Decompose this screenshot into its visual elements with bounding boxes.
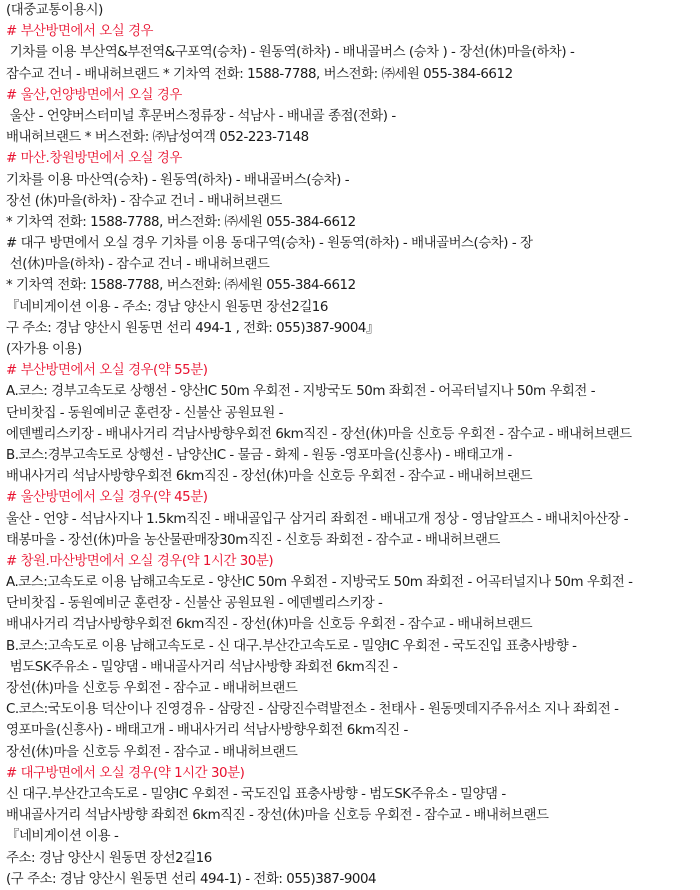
text-line: 장선(休)마을 신호등 우회전 - 잠수교 - 배내허브랜드 [6, 681, 298, 696]
text-line: 『네비게이션 이용 - 주소: 경남 양산시 원동면 장선2길16 [6, 299, 328, 315]
text-line: 잠수교 건너 - 배내허브랜드 * 기차역 전화: 1588-7788, 버스전화: ㈜세원 055-384-6612 [6, 66, 513, 82]
text-line: 장선(休)마을 신호등 우회전 - 잠수교 - 배내허브랜드 [6, 744, 298, 760]
text-line: 배내사거리 걱남사방향우회전 6km직진 - 장선(休)마을 신호등 우회전 - 잠수교 - 배내허브랜드 [6, 617, 533, 633]
section-heading: # 부산방면에서 오실 경우(약 55분) [6, 363, 208, 379]
text-line: 배내골사거리 석남사방향 좌회전 6km직진 - 장선(休)마을 신호등 우회전 - 잠수교 - 배내허브랜드 [6, 808, 549, 824]
text-line: 선(休)마을(하차) - 잠수교 건너 - 배내허브랜드 [6, 257, 270, 273]
text-line: (구 주소: 경남 양산시 원동면 선리 494-1) - 전화: 055)387-9004 [6, 871, 377, 887]
text-line: 단비찻집 - 동원예비군 훈련장 - 신불산 공원묘원 - [6, 405, 284, 421]
section-heading: # 창원.마산방면에서 오실 경우(약 1시간 30분) [6, 553, 274, 569]
section-heading: # 대구방면에서 오실 경우(약 1시간 30분) [6, 765, 245, 781]
text-line: A.코스:고속도로 이용 남해고속도로 - 양산IC 50m 우회전 - 지방국도 50m 좌회전 - 어곡터널지나 50m 우회전 - [6, 575, 633, 591]
text-line: 『네비게이션 이용 - [6, 829, 119, 845]
text-line: 신 대구.부산간고속도로 - 밀양IC 우회전 - 국도진입 표충사방향 - 범도SK주유소 - 밀양댐 - [6, 786, 506, 802]
text-line: 배내허브랜드 * 버스전화: ㈜남성여객 052-223-7148 [6, 130, 309, 146]
text-line: 기차를 이용 마산역(승차) - 원동역(하차) - 배내골버스(승차) - [6, 172, 350, 188]
text-line: 기차를 이용 부산역&부전역&구포역(승차) - 원동역(하차) - 배내골버스 (승차 ) - 장선(休)마을(하차) - [6, 45, 575, 61]
text-line: 구 주소: 경남 양산시 원동면 선리 494-1 , 전화: 055)387-9004』 [6, 320, 379, 336]
text-line: C.코스:국도이용 덕산이나 진영경유 - 삼랑진 - 삼랑진수력발전소 - 천태사 - 원동멧데지주유서소 지나 좌회전 - [6, 702, 619, 718]
text-line: 단비찻집 - 동원예비군 훈련장 - 신불산 공원묘원 - 에덴벨리스키장 - [6, 596, 383, 612]
text-line: 장선 (休)마을(하차) - 잠수교 건너 - 배내허브랜드 [6, 193, 282, 209]
directions-document [6, 0, 696, 890]
text-line: 범도SK주유소 - 밀양댐 - 배내골사거리 석남사방향 좌회전 6km직진 - [6, 659, 398, 675]
text-line: (대중교통이용시) [6, 3, 103, 18]
text-line: 울산 - 언양버스터미널 후문버스정류장 - 석남사 - 배내골 종점(전화) - [6, 108, 396, 124]
text-line: 울산 - 언양 - 석남사지나 1.5km직진 - 배내골입구 삼거리 좌회전 - 배내고개 정상 - 영남알프스 - 배내치아산장 - [6, 511, 629, 527]
text-line: B.코스:고속도로 이용 남해고속도로 - 신 대구.부산간고속도로 - 밀양IC 우회전 - 국도진입 표충사방향 - [6, 638, 577, 654]
text-line: 태봉마을 - 장선(休)마을 농산물판매장30m직진 - 신호등 좌회전 - 잠수교 - 배내허브랜드 [6, 532, 500, 548]
text-line: 배내사거리 석남사방향우회전 6km직진 - 장선(休)마을 신호등 우회전 - 잠수교 - 배내허브랜드 [6, 469, 533, 485]
text-line: (자가용 이용) [6, 342, 82, 357]
text-line: 에덴벨리스키장 - 배내사거리 걱남사방향우회전 6km직진 - 장선(休)마을 신호등 우회전 - 잠수교 - 배내허브랜드 [6, 426, 632, 442]
section-heading: # 부산방면에서 오실 경우 [6, 24, 154, 40]
section-heading: # 울산방면에서 오실 경우(약 45분) [6, 490, 208, 506]
text-line: * 기차역 전화: 1588-7788, 버스전화: ㈜세원 055-384-6612 [6, 278, 356, 294]
text-line: 주소: 경남 양산시 원동면 장선2길16 [6, 850, 212, 866]
text-line: # 대구 방면에서 오실 경우 기차를 이용 동대구역(승차) - 원동역(하차) - 배내골버스(승차) - 장 [6, 236, 533, 252]
text-line: B.코스:경부고속도로 상행선 - 남양산IC - 물금 - 화제 - 원동 -영포마을(신흥사) - 배태고개 - [6, 447, 512, 463]
text-line: A.코스: 경부고속도로 상행선 - 양산IC 50m 우회전 - 지방국도 50m 좌회전 - 어곡터널지나 50m 우회전 - [6, 384, 596, 400]
text-line: * 기차역 전화: 1588-7788, 버스전화: ㈜세원 055-384-6612 [6, 214, 356, 230]
text-line: 영포마을(신흥사) - 배태고개 - 배내사거리 석남사방향우회전 6km직진 - [6, 723, 408, 739]
section-heading: # 울산,언양방면에서 오실 경우 [6, 87, 182, 103]
section-heading: # 마산.창원방면에서 오실 경우 [6, 151, 182, 167]
